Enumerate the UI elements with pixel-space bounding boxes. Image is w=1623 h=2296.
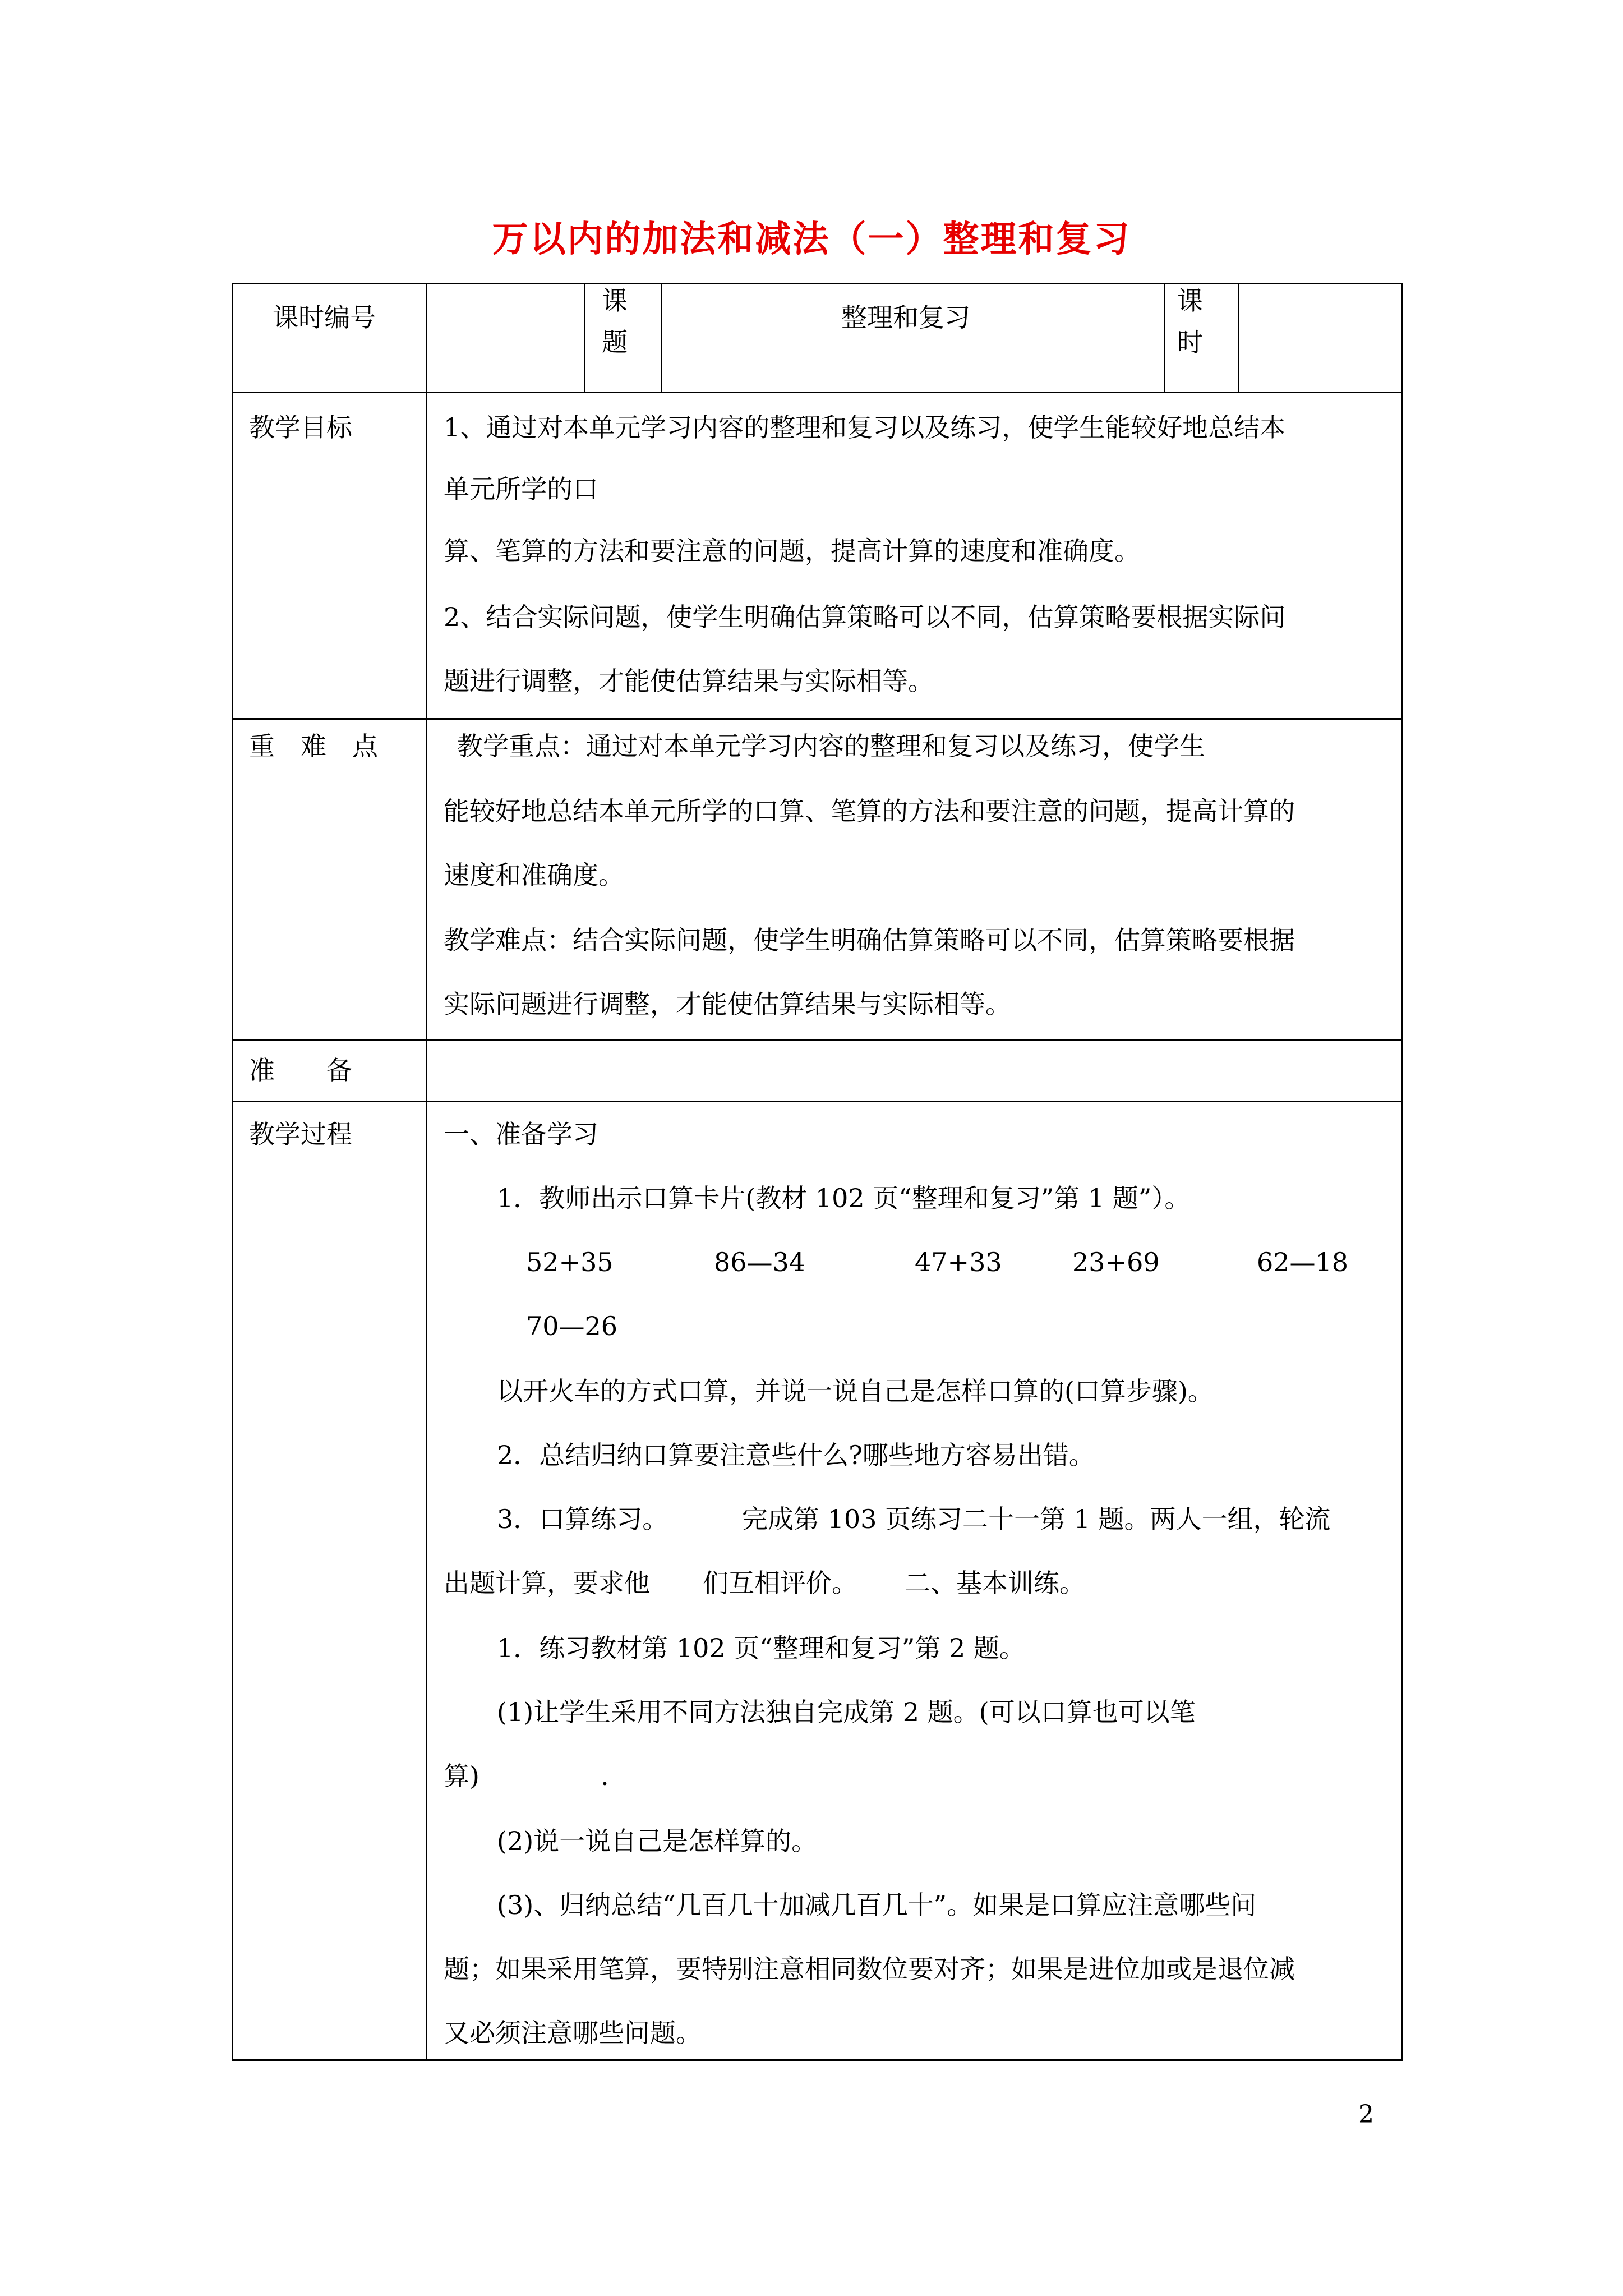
process-section-1: 一、准备学习 <box>444 1119 598 1149</box>
table-border-col3 <box>661 283 662 393</box>
objectives-line: 1、通过对本单元学习内容的整理和复习以及练习，使学生能较好地总结本 <box>444 412 1286 443</box>
process-item-3-detail: 完成第 103 页练习二十一第 1 题。两人一组，轮流 <box>742 1504 1331 1534</box>
process-item-1: 1．教师出示口算卡片(教材 102 页“整理和复习”第 1 题”）。 <box>497 1183 1191 1213</box>
prep-label: 准 备 <box>249 1055 352 1085</box>
lesson-number-label: 课时编号 <box>273 302 376 333</box>
calc-card: 62—18 <box>1257 1247 1349 1277</box>
objectives-line: 单元所学的口 <box>444 474 598 504</box>
objectives-label: 教学目标 <box>249 412 352 443</box>
key-points-line: 速度和准确度。 <box>444 860 624 890</box>
table-border-col1 <box>426 283 427 2061</box>
key-points-line: 教学难点：结合实际问题，使学生明确估算策略可以不同，估算策略要根据 <box>444 925 1295 955</box>
process-sub-3: (3)、归纳总结“几百几十加减几百几十”。如果是口算应注意哪些问 <box>497 1890 1257 1920</box>
objectives-line: 题进行调整，才能使估算结果与实际相等。 <box>444 666 934 696</box>
calc-card: 70—26 <box>526 1311 618 1341</box>
period-label-2: 时 <box>1177 327 1203 357</box>
key-points-line: 教学重点：通过对本单元学习内容的整理和复习以及练习，使学生 <box>457 731 1205 761</box>
calc-card: 47+33 <box>915 1247 1002 1277</box>
calc-card: 86—34 <box>714 1247 806 1277</box>
process-sub-3-line: 又必须注意哪些问题。 <box>444 2018 702 2048</box>
process-item-3: 3．口算练习。 <box>497 1504 668 1534</box>
process-section-2: 二、基本训练。 <box>905 1568 1085 1598</box>
page-number: 2 <box>1358 2100 1374 2129</box>
table-border-top <box>232 283 1403 284</box>
objectives-line: 2、结合实际问题，使学生明确估算策略可以不同，估算策略要根据实际问 <box>444 602 1286 632</box>
table-border-col2 <box>584 283 585 393</box>
table-border-col5 <box>1238 283 1239 393</box>
table-border-left <box>232 283 233 2061</box>
key-points-label: 重 难 点 <box>249 731 378 761</box>
table-border-bottom <box>232 2059 1403 2061</box>
table-border-row4 <box>232 1101 1403 1102</box>
process-item-3-continued: 们互相评价。 <box>703 1568 857 1598</box>
table-border-row3 <box>232 1039 1403 1041</box>
process-sub-3-line: 题；如果采用笔算，要特别注意相同数位要对齐；如果是进位加或是退位减 <box>444 1954 1295 1984</box>
process-sub-1-dot: . <box>601 1761 609 1791</box>
table-border-col4 <box>1164 283 1165 393</box>
page-title: 万以内的加法和减法（一）整理和复习 <box>492 218 1131 260</box>
process-sub-1-continued: 算) <box>444 1761 479 1791</box>
table-border-row2 <box>232 718 1403 720</box>
process-item-2: 2．总结归纳口算要注意些什么?哪些地方容易出错。 <box>497 1440 1095 1470</box>
process-line: 以开火车的方式口算，并说一说自己是怎样口算的(口算步骤)。 <box>497 1376 1214 1406</box>
process-sub-1: (1)让学生采用不同方法独自完成第 2 题。(可以口算也可以笔 <box>497 1697 1196 1727</box>
objectives-line: 算、笔算的方法和要注意的问题，提高计算的速度和准确度。 <box>444 536 1140 566</box>
calc-card: 52+35 <box>526 1247 614 1277</box>
period-label-1: 课 <box>1177 286 1203 316</box>
process-label: 教学过程 <box>249 1119 352 1149</box>
process-item-3-continued: 出题计算，要求他 <box>444 1568 650 1598</box>
key-points-line: 实际问题进行调整，才能使估算结果与实际相等。 <box>444 989 1011 1019</box>
table-border-row1 <box>232 392 1403 393</box>
key-points-line: 能较好地总结本单元所学的口算、笔算的方法和要注意的问题，提高计算的 <box>444 796 1295 826</box>
table-border-right <box>1401 283 1403 2061</box>
topic-value: 整理和复习 <box>841 302 970 333</box>
topic-label-2: 题 <box>602 327 628 357</box>
calc-card: 23+69 <box>1072 1247 1160 1277</box>
process-item-4: 1．练习教材第 102 页“整理和复习”第 2 题。 <box>497 1633 1025 1663</box>
topic-label-1: 课 <box>602 286 628 316</box>
process-sub-2: (2)说一说自己是怎样算的。 <box>497 1826 818 1856</box>
